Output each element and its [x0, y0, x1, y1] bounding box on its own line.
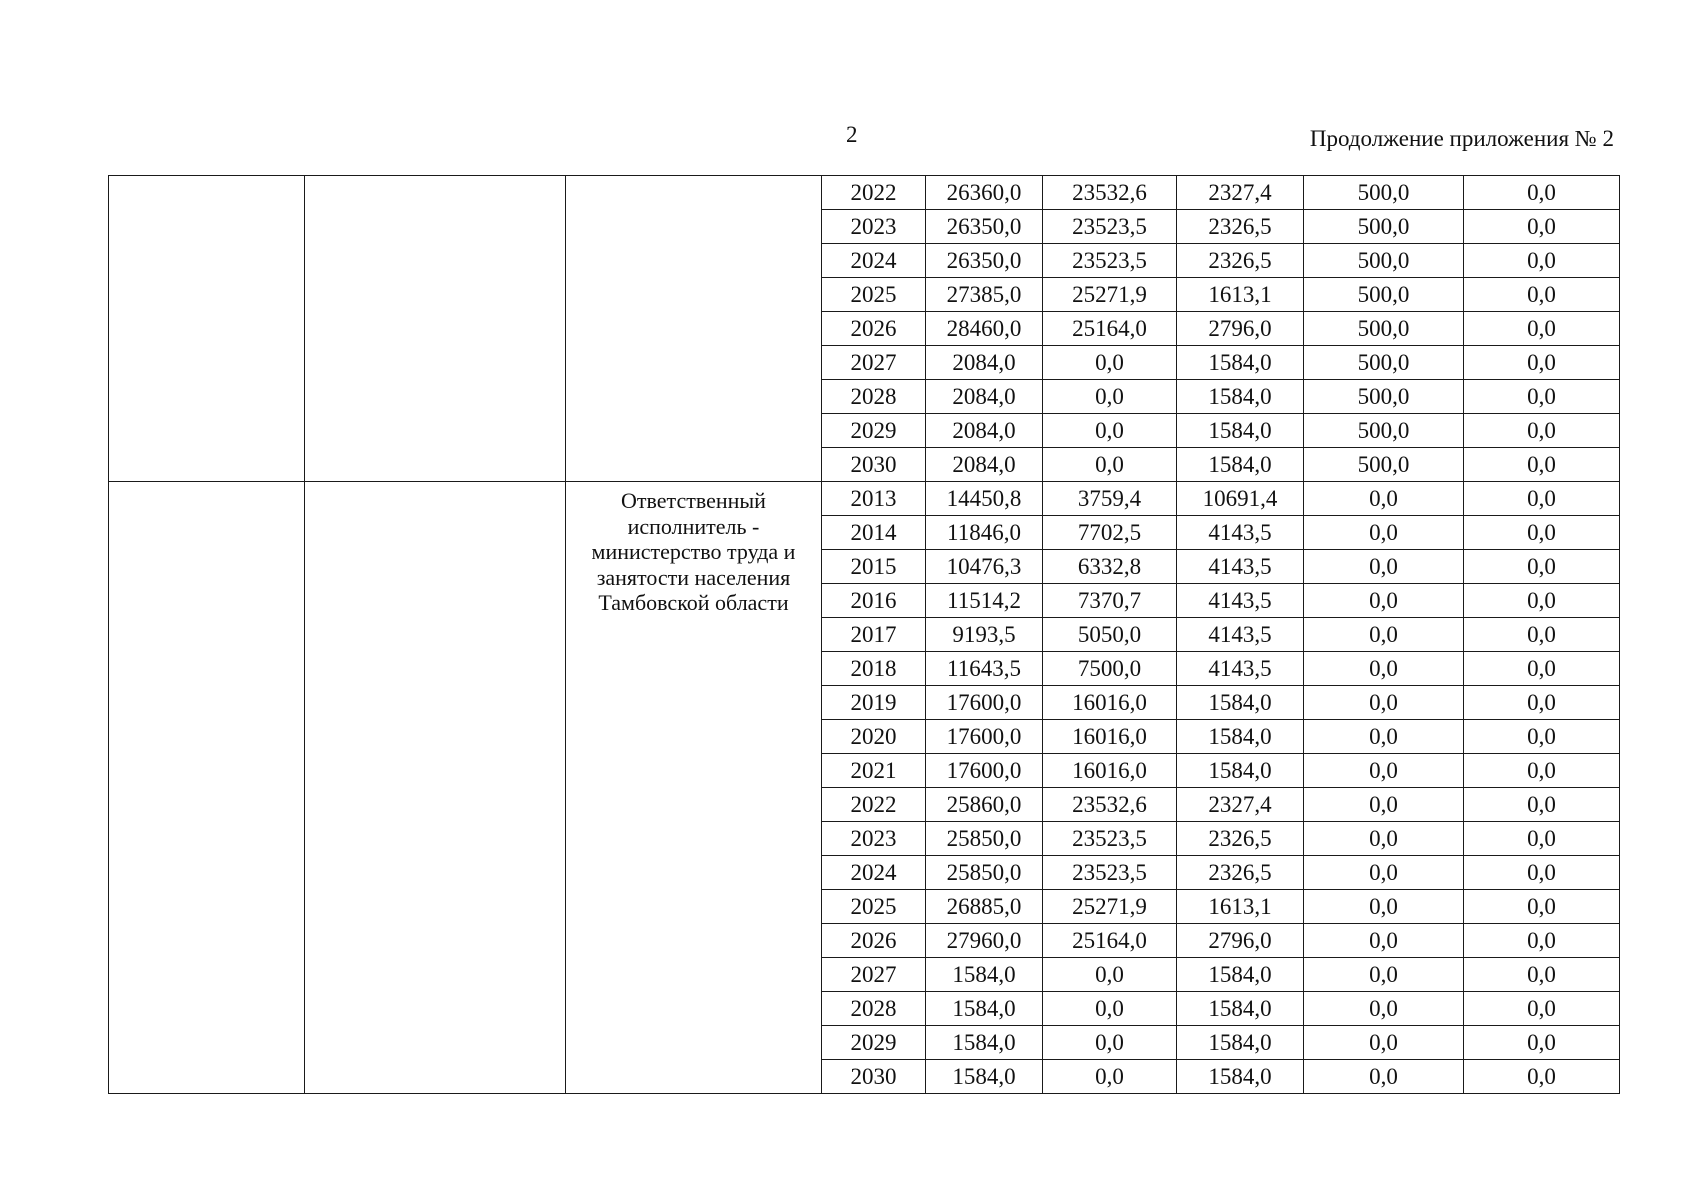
federal-budget-cell: 23523,5 — [1043, 822, 1177, 856]
total-cell: 25860,0 — [926, 788, 1043, 822]
regional-budget-cell: 2796,0 — [1177, 312, 1304, 346]
federal-budget-cell: 6332,8 — [1043, 550, 1177, 584]
federal-budget-cell: 25164,0 — [1043, 924, 1177, 958]
other-sources-cell: 0,0 — [1464, 380, 1620, 414]
year-cell: 2028 — [822, 992, 926, 1026]
total-cell: 25850,0 — [926, 856, 1043, 890]
local-budget-cell: 500,0 — [1304, 312, 1464, 346]
local-budget-cell: 0,0 — [1304, 890, 1464, 924]
federal-budget-cell: 0,0 — [1043, 380, 1177, 414]
federal-budget-cell: 23532,6 — [1043, 176, 1177, 210]
total-cell: 26350,0 — [926, 210, 1043, 244]
local-budget-cell: 0,0 — [1304, 482, 1464, 516]
federal-budget-cell: 0,0 — [1043, 346, 1177, 380]
total-cell: 1584,0 — [926, 992, 1043, 1026]
year-cell: 2023 — [822, 822, 926, 856]
federal-budget-cell: 25271,9 — [1043, 278, 1177, 312]
local-budget-cell: 0,0 — [1304, 652, 1464, 686]
other-sources-cell: 0,0 — [1464, 1026, 1620, 1060]
federal-budget-cell: 23523,5 — [1043, 210, 1177, 244]
federal-budget-cell: 25271,9 — [1043, 890, 1177, 924]
federal-budget-cell: 7500,0 — [1043, 652, 1177, 686]
year-cell: 2015 — [822, 550, 926, 584]
year-cell: 2017 — [822, 618, 926, 652]
regional-budget-cell: 10691,4 — [1177, 482, 1304, 516]
regional-budget-cell: 1584,0 — [1177, 414, 1304, 448]
local-budget-cell: 0,0 — [1304, 720, 1464, 754]
other-sources-cell: 0,0 — [1464, 720, 1620, 754]
other-sources-cell: 0,0 — [1464, 414, 1620, 448]
local-budget-cell: 0,0 — [1304, 822, 1464, 856]
other-sources-cell: 0,0 — [1464, 244, 1620, 278]
year-cell: 2020 — [822, 720, 926, 754]
federal-budget-cell: 25164,0 — [1043, 312, 1177, 346]
total-cell: 11643,5 — [926, 652, 1043, 686]
regional-budget-cell: 2327,4 — [1177, 176, 1304, 210]
total-cell: 26350,0 — [926, 244, 1043, 278]
total-cell: 1584,0 — [926, 1060, 1043, 1094]
regional-budget-cell: 1584,0 — [1177, 754, 1304, 788]
year-cell: 2024 — [822, 244, 926, 278]
total-cell: 2084,0 — [926, 414, 1043, 448]
total-cell: 2084,0 — [926, 448, 1043, 482]
local-budget-cell: 0,0 — [1304, 550, 1464, 584]
total-cell: 17600,0 — [926, 754, 1043, 788]
local-budget-cell: 500,0 — [1304, 414, 1464, 448]
regional-budget-cell: 2326,5 — [1177, 210, 1304, 244]
total-cell: 10476,3 — [926, 550, 1043, 584]
other-sources-cell: 0,0 — [1464, 924, 1620, 958]
total-cell: 17600,0 — [926, 720, 1043, 754]
local-budget-cell: 500,0 — [1304, 278, 1464, 312]
table-row — [109, 482, 1620, 516]
federal-budget-cell: 7702,5 — [1043, 516, 1177, 550]
regional-budget-cell: 2796,0 — [1177, 924, 1304, 958]
regional-budget-cell: 1584,0 — [1177, 958, 1304, 992]
year-cell: 2026 — [822, 312, 926, 346]
federal-budget-cell: 0,0 — [1043, 1026, 1177, 1060]
program-name-cell — [305, 176, 566, 482]
other-sources-cell: 0,0 — [1464, 1060, 1620, 1094]
total-cell: 14450,8 — [926, 482, 1043, 516]
federal-budget-cell: 23523,5 — [1043, 244, 1177, 278]
number-cell — [109, 482, 305, 1094]
regional-budget-cell: 2326,5 — [1177, 822, 1304, 856]
federal-budget-cell: 3759,4 — [1043, 482, 1177, 516]
local-budget-cell: 500,0 — [1304, 380, 1464, 414]
local-budget-cell: 0,0 — [1304, 788, 1464, 822]
regional-budget-cell: 4143,5 — [1177, 618, 1304, 652]
other-sources-cell: 0,0 — [1464, 856, 1620, 890]
other-sources-cell: 0,0 — [1464, 618, 1620, 652]
executor-cell — [566, 482, 822, 1094]
executor-cell — [566, 176, 822, 482]
regional-budget-cell: 2326,5 — [1177, 244, 1304, 278]
year-cell: 2025 — [822, 278, 926, 312]
total-cell: 26360,0 — [926, 176, 1043, 210]
federal-budget-cell: 0,0 — [1043, 1060, 1177, 1094]
regional-budget-cell: 2326,5 — [1177, 856, 1304, 890]
year-cell: 2021 — [822, 754, 926, 788]
federal-budget-cell: 0,0 — [1043, 414, 1177, 448]
year-cell: 2014 — [822, 516, 926, 550]
year-cell: 2028 — [822, 380, 926, 414]
financing-table — [108, 175, 1620, 1094]
regional-budget-cell: 1584,0 — [1177, 720, 1304, 754]
executor-line: Ответственный — [621, 488, 766, 513]
executor-line: исполнитель - — [627, 513, 760, 539]
total-cell: 2084,0 — [926, 380, 1043, 414]
page-number: 2 — [846, 122, 858, 147]
other-sources-cell: 0,0 — [1464, 448, 1620, 482]
other-sources-cell: 0,0 — [1464, 788, 1620, 822]
regional-budget-cell: 1584,0 — [1177, 346, 1304, 380]
total-cell: 11846,0 — [926, 516, 1043, 550]
executor-line: министерство труда и — [591, 539, 796, 565]
local-budget-cell: 0,0 — [1304, 618, 1464, 652]
total-cell: 1584,0 — [926, 1026, 1043, 1060]
year-cell: 2013 — [822, 482, 926, 516]
regional-budget-cell: 1584,0 — [1177, 686, 1304, 720]
local-budget-cell: 0,0 — [1304, 1060, 1464, 1094]
other-sources-cell: 0,0 — [1464, 754, 1620, 788]
local-budget-cell: 0,0 — [1304, 754, 1464, 788]
year-cell: 2022 — [822, 176, 926, 210]
other-sources-cell: 0,0 — [1464, 822, 1620, 856]
federal-budget-cell: 23523,5 — [1043, 856, 1177, 890]
local-budget-cell: 0,0 — [1304, 958, 1464, 992]
local-budget-cell: 0,0 — [1304, 686, 1464, 720]
total-cell: 9193,5 — [926, 618, 1043, 652]
local-budget-cell: 0,0 — [1304, 584, 1464, 618]
federal-budget-cell: 0,0 — [1043, 992, 1177, 1026]
regional-budget-cell: 1584,0 — [1177, 1060, 1304, 1094]
year-cell: 2018 — [822, 652, 926, 686]
regional-budget-cell: 2327,4 — [1177, 788, 1304, 822]
local-budget-cell: 500,0 — [1304, 244, 1464, 278]
other-sources-cell: 0,0 — [1464, 210, 1620, 244]
federal-budget-cell: 16016,0 — [1043, 754, 1177, 788]
year-cell: 2022 — [822, 788, 926, 822]
regional-budget-cell: 1584,0 — [1177, 1026, 1304, 1060]
regional-budget-cell: 1613,1 — [1177, 890, 1304, 924]
other-sources-cell: 0,0 — [1464, 550, 1620, 584]
regional-budget-cell: 1613,1 — [1177, 278, 1304, 312]
regional-budget-cell: 4143,5 — [1177, 652, 1304, 686]
year-cell: 2029 — [822, 1026, 926, 1060]
year-cell: 2027 — [822, 346, 926, 380]
other-sources-cell: 0,0 — [1464, 686, 1620, 720]
other-sources-cell: 0,0 — [1464, 958, 1620, 992]
local-budget-cell: 500,0 — [1304, 176, 1464, 210]
total-cell: 27960,0 — [926, 924, 1043, 958]
other-sources-cell: 0,0 — [1464, 278, 1620, 312]
total-cell: 17600,0 — [926, 686, 1043, 720]
other-sources-cell: 0,0 — [1464, 346, 1620, 380]
year-cell: 2029 — [822, 414, 926, 448]
federal-budget-cell: 16016,0 — [1043, 720, 1177, 754]
regional-budget-cell: 4143,5 — [1177, 584, 1304, 618]
total-cell: 28460,0 — [926, 312, 1043, 346]
year-cell: 2030 — [822, 1060, 926, 1094]
total-cell: 1584,0 — [926, 958, 1043, 992]
year-cell: 2024 — [822, 856, 926, 890]
year-cell: 2019 — [822, 686, 926, 720]
local-budget-cell: 0,0 — [1304, 1026, 1464, 1060]
continuation-title: Продолжение приложения № 2 — [1309, 126, 1614, 151]
program-name-cell — [305, 482, 566, 1094]
federal-budget-cell: 0,0 — [1043, 958, 1177, 992]
federal-budget-cell: 7370,7 — [1043, 584, 1177, 618]
federal-budget-cell: 0,0 — [1043, 448, 1177, 482]
regional-budget-cell: 1584,0 — [1177, 448, 1304, 482]
other-sources-cell: 0,0 — [1464, 584, 1620, 618]
other-sources-cell: 0,0 — [1464, 652, 1620, 686]
total-cell: 25850,0 — [926, 822, 1043, 856]
year-cell: 2030 — [822, 448, 926, 482]
year-cell: 2027 — [822, 958, 926, 992]
total-cell: 27385,0 — [926, 278, 1043, 312]
local-budget-cell: 500,0 — [1304, 346, 1464, 380]
local-budget-cell: 500,0 — [1304, 210, 1464, 244]
other-sources-cell: 0,0 — [1464, 890, 1620, 924]
regional-budget-cell: 1584,0 — [1177, 992, 1304, 1026]
year-cell: 2016 — [822, 584, 926, 618]
regional-budget-cell: 1584,0 — [1177, 380, 1304, 414]
year-cell: 2025 — [822, 890, 926, 924]
federal-budget-cell: 5050,0 — [1043, 618, 1177, 652]
total-cell: 2084,0 — [926, 346, 1043, 380]
year-cell: 2026 — [822, 924, 926, 958]
number-cell — [109, 176, 305, 482]
other-sources-cell: 0,0 — [1464, 312, 1620, 346]
local-budget-cell: 0,0 — [1304, 516, 1464, 550]
executor-line: занятости населения — [596, 564, 791, 590]
total-cell: 11514,2 — [926, 584, 1043, 618]
regional-budget-cell: 4143,5 — [1177, 550, 1304, 584]
executor-line: Тамбовской области — [598, 590, 789, 616]
year-cell: 2023 — [822, 210, 926, 244]
local-budget-cell: 500,0 — [1304, 448, 1464, 482]
table-row — [109, 176, 1620, 210]
federal-budget-cell: 23532,6 — [1043, 788, 1177, 822]
other-sources-cell: 0,0 — [1464, 176, 1620, 210]
regional-budget-cell: 4143,5 — [1177, 516, 1304, 550]
local-budget-cell: 0,0 — [1304, 856, 1464, 890]
other-sources-cell: 0,0 — [1464, 992, 1620, 1026]
local-budget-cell: 0,0 — [1304, 992, 1464, 1026]
other-sources-cell: 0,0 — [1464, 482, 1620, 516]
other-sources-cell: 0,0 — [1464, 516, 1620, 550]
federal-budget-cell: 16016,0 — [1043, 686, 1177, 720]
total-cell: 26885,0 — [926, 890, 1043, 924]
local-budget-cell: 0,0 — [1304, 924, 1464, 958]
